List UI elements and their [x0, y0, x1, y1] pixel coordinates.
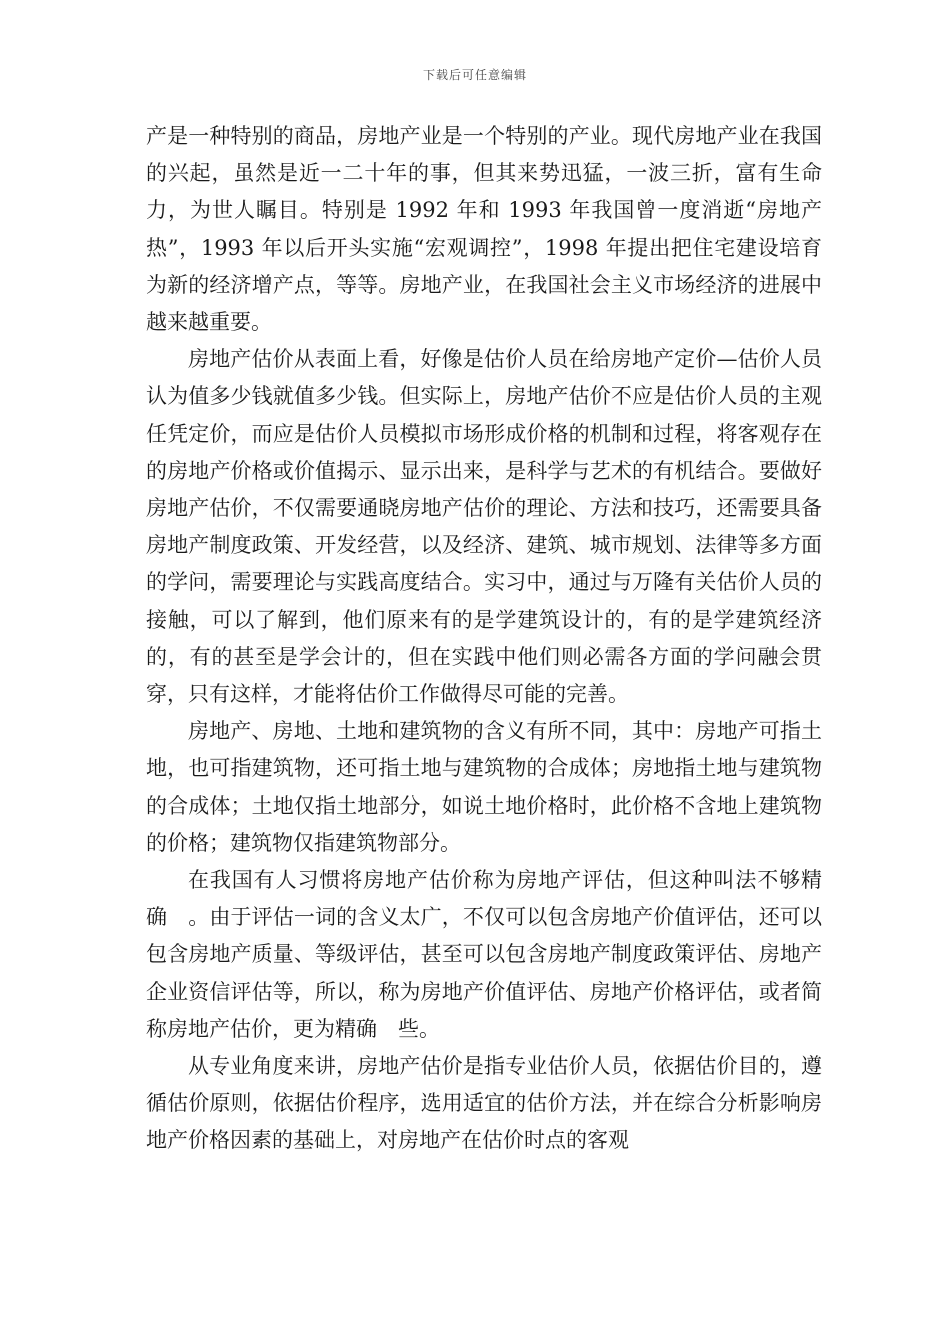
paragraph-4: 在我国有人习惯将房地产估价称为房地产评估，但这种叫法不够精确 。由于评估一词的含义太广，不仅可以包含房地产价值评估，还可以包含房地产质量、等级评估，甚至可以包含房地产制度政策评估、房地产企业资信评估等，所以，称为房地产价值评估、房地产价格评估，或者简称房地产估价，更为精确 些。 — [146, 868, 822, 1041]
document-body — [146, 118, 822, 1160]
paragraph-3: 房地产、房地、土地和建筑物的含义有所不同，其中：房地产可指土地，也可指建筑物，还可指土地与建筑物的合成体；房地指土地与建筑物的合成体；土地仅指土地部分，如说土地价格时，此价格不含地上建筑物的价格；建筑物仅指建筑物部分。 — [146, 719, 822, 855]
page-header: 下载后可任意编辑 — [422, 68, 527, 82]
paragraph-5: 从专业角度来讲，房地产估价是指专业估价人员，依据估价目的，遵循估价原则，依据估价程序，选用适宜的估价方法，并在综合分析影响房地产价格因素的基础上，对房地产在估价时点的客观 — [146, 1054, 822, 1153]
paragraph-1: 产是一种特别的商品，房地产业是一个特别的产业。现代房地产业在我国的兴起，虽然是近一二十年的事，但其来势迅猛，一波三折，富有生命力，为世人瞩目。特别是 1992 年和 1993 年我国曾一度消逝“房地产热”，1993 年以后开头实施“宏观调控”，1998 年提出把住宅建设培育为新的经济增产点，等等。房地产业，在我国社会主义市场经济的进展中越来越重要。 — [146, 124, 822, 335]
paragraph-2: 房地产估价从表面上看，好像是估价人员在给房地产定价—估价人员认为值多少钱就值多少钱。但实际上，房地产估价不应是估价人员的主观任凭定价，而应是估价人员模拟市场形成价格的机制和过程，将客观存在的房地产价格或价值揭示、显示出来，是科学与艺术的有机结合。要做好房地产估价，不仅需要通晓房地产估价的理论、方法和技巧，还需要具备房地产制度政策、开发经营，以及经济、建筑、城市规划、法律等多方面的学问，需要理论与实践高度结合。实习中，通过与万隆有关估价人员的接触，可以了解到，他们原来有的是学建筑设计的，有的是学建筑经济的，有的甚至是学会计的，但在实践中他们则必需各方面的学问融会贯穿，只有这样，才能将估价工作做得尽可能的完善。 — [146, 347, 822, 707]
